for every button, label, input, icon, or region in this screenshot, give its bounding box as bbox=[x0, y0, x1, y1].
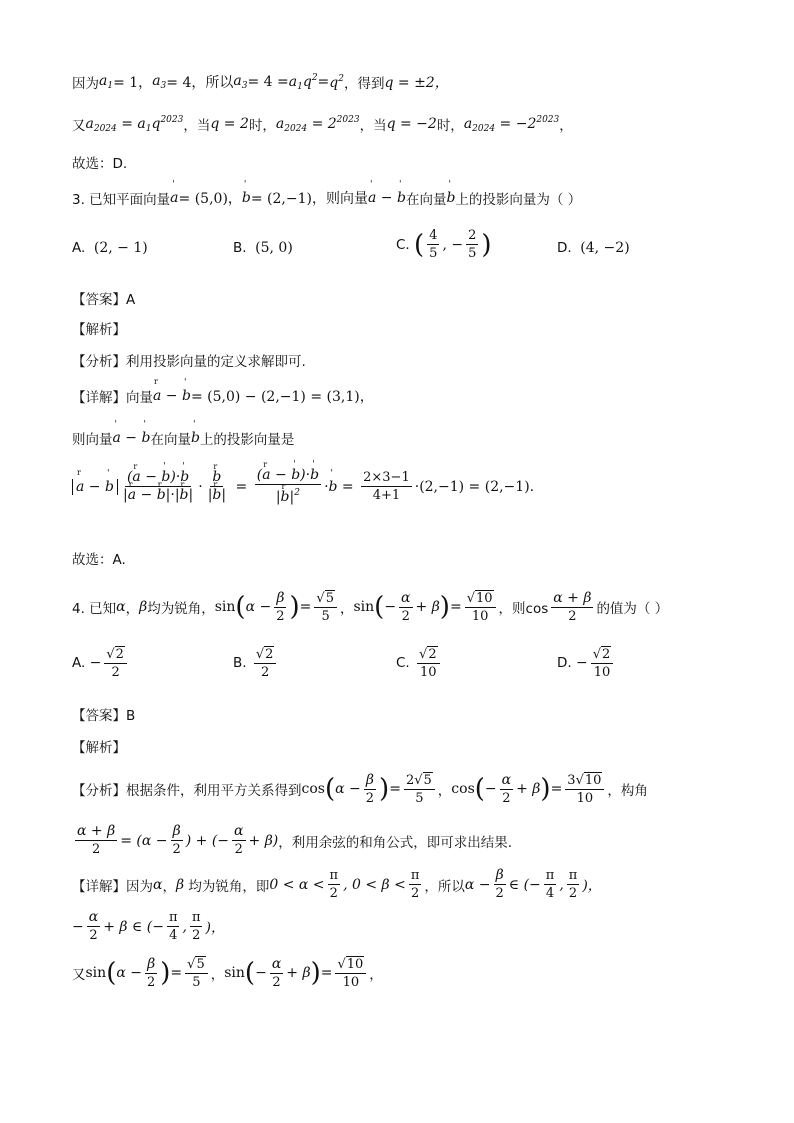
text: 时， bbox=[436, 118, 464, 134]
q3-then bbox=[72, 428, 294, 448]
q4-fenxi: 【分析】根据条件，利用平方关系得到 cos ( α − $\frac{\beta}{2}$ ) = 2√ 5 5 ， cos ( − $\frac{\alpha}{2}$ + β ) = 3√ 10 10 ，构角 bbox=[72, 771, 648, 806]
text: 时， bbox=[248, 118, 276, 134]
text: 均为锐角，即 bbox=[188, 878, 270, 895]
option-label: C. bbox=[396, 236, 410, 253]
vector-b: ' b bbox=[191, 430, 200, 446]
option-label: C. bbox=[396, 655, 410, 671]
text: ， bbox=[125, 601, 140, 617]
text: 又 bbox=[72, 118, 86, 134]
q3-analysis: 【解析】 bbox=[72, 322, 126, 338]
math-q: q = ±2， bbox=[384, 75, 449, 91]
frac-numeric: $\frac{2\times 3-1}{4+1}$ bbox=[363, 470, 410, 503]
q3-fenxi: 【分析】利用投影向量的定义求解即可. bbox=[72, 354, 306, 370]
text: 又 bbox=[72, 967, 86, 983]
math-q2: $q^2$ bbox=[329, 73, 344, 91]
text: ，构角 bbox=[607, 783, 648, 799]
text: 上的投影向量为（ ） bbox=[455, 192, 582, 208]
q4-fenxi-line2: $\frac{\alpha + \beta}{2}$ = (α − $\frac{\beta}{2}$ ) + (− $\frac{\alpha}{2}$ + β) ，利用余弦的和角公式，即可求出结果. bbox=[77, 823, 513, 857]
vector-b: ' b bbox=[446, 190, 455, 206]
math: $a_{2024} = -2^{2023}$ bbox=[463, 114, 560, 134]
text: = 4，所以 bbox=[166, 75, 234, 91]
q4-again: 又 sin ( α − $\frac{\beta}{2}$ ) = √ 5 5 ， sin ( − $\frac{\alpha}{2}$ + β ) = √ 10 10 ， bbox=[72, 955, 383, 990]
option-label: D. bbox=[557, 655, 572, 671]
text: ， bbox=[559, 118, 573, 134]
text: 【分析】根据条件，利用平方关系得到 bbox=[72, 783, 302, 799]
frac-4-5: $\frac{4}{5}$ bbox=[429, 228, 438, 261]
q3-option-c: C. ( $\frac{4}{5}$ , − $\frac{2}{5}$ ) bbox=[396, 228, 492, 261]
q3-xiangjie bbox=[72, 386, 374, 406]
text: ，当 bbox=[183, 118, 211, 134]
text: 3. 已知平面向量 bbox=[72, 192, 171, 208]
q3-stem bbox=[72, 188, 581, 208]
intro-choose: 故选：D. bbox=[72, 156, 128, 172]
vector-a: ' a bbox=[170, 190, 178, 206]
q3-option-b bbox=[233, 240, 293, 256]
math: q = 2 bbox=[210, 116, 249, 132]
text: 因为 bbox=[72, 76, 99, 92]
intro-line-2 bbox=[72, 114, 573, 134]
math-alpha: α bbox=[116, 599, 126, 615]
q3-option-d bbox=[557, 240, 630, 256]
q3-answer: 【答案】A bbox=[72, 292, 136, 308]
frac-unit: r $\frac{b}{\text{|r b|}}$ bbox=[206, 470, 228, 503]
q4-option-c: C. √ 2 10 bbox=[396, 646, 443, 680]
q4-xiangjie: 【详解】因为 α ， β 均为锐角，即 0 < α < $\frac{\pi}{2}$ , 0 < β < $\frac{\pi}{2}$ ，所以 α − $\frac{\beta}{2}$ ∈ (− $\frac{\pi}{4}$ , $\frac{\pi}{2}$ )， bbox=[72, 867, 602, 901]
math-a2024: $a_{2024} = a_1q^{2023}$ bbox=[85, 114, 184, 134]
option-label: A. bbox=[72, 240, 86, 256]
math: $a_{2024} = 2^{2023}$ bbox=[275, 114, 360, 134]
text: 在向量 bbox=[405, 192, 447, 208]
option-label: B. bbox=[233, 655, 247, 671]
text: ，当 bbox=[359, 118, 387, 134]
text: sin bbox=[353, 599, 375, 615]
q4-answer: 【答案】B bbox=[72, 708, 136, 724]
q4-option-b: B. √ 2 2 bbox=[233, 646, 279, 680]
text: = 4 = bbox=[247, 74, 289, 90]
math-a1q2: $a_1q^2$ bbox=[288, 72, 318, 92]
vector-a-minus-b: ' a − ' b bbox=[368, 190, 406, 206]
text: ，得到 bbox=[343, 76, 385, 92]
math-a3: $a_3$ bbox=[152, 73, 167, 91]
text: = 1， bbox=[113, 75, 153, 91]
q3-option-a bbox=[72, 240, 148, 256]
q3-choose: 故选：A. bbox=[72, 552, 126, 568]
text: = (5,0) − (2,−1) = (3,1)， bbox=[190, 389, 374, 405]
frac-simplified: $\frac{\text{(r a − ' b)·' b}}{|r b|^2}$ bbox=[255, 468, 321, 505]
math: q = −2 bbox=[386, 116, 437, 132]
text: 上的投影向量是 bbox=[199, 432, 295, 448]
q4-option-a: A. − √ 2 2 bbox=[72, 646, 130, 680]
frac-2-5: $\frac{2}{5}$ bbox=[468, 228, 477, 261]
q4-option-d: D. − √ 2 10 bbox=[557, 646, 616, 680]
text: (2,−1) = (2,−1). bbox=[419, 478, 535, 495]
q4-range-2: − $\frac{\alpha}{2}$ + β ∈ (− $\frac{\pi}{4}$ , $\frac{\pi}{2}$ )， bbox=[72, 909, 225, 943]
text: ，则cos bbox=[498, 601, 549, 617]
vector-a-minus-b: ' a − ' b bbox=[113, 430, 151, 446]
math-a1: $a_1$ bbox=[99, 73, 114, 91]
option-label: A. bbox=[72, 655, 86, 671]
text: 4. 已知 bbox=[72, 601, 117, 617]
math-norm: r a − ' b bbox=[72, 479, 118, 495]
vector-b: ' b bbox=[242, 190, 251, 206]
option-label: B. bbox=[233, 240, 247, 256]
frac-cos: $\frac{\text{(r a − ' b)·' b}}{\text{|r a − r b|·|r b|}}$ bbox=[121, 470, 195, 503]
q4-stem: 4. 已知 α ， β 均为锐角， sin ( α − $\frac{\beta}{2}$ ) = √ 5 5 ， sin ( − $\frac{\alpha}{2}$ + β ) = √ 10 10 ，则cos $\frac{\alpha + \beta}{2}$ 的值为（ ） bbox=[72, 589, 669, 624]
text: 在向量 bbox=[150, 432, 191, 448]
text: ，所以 bbox=[424, 878, 465, 895]
text: sin bbox=[214, 599, 236, 615]
option-value: (5, 0) bbox=[255, 240, 293, 256]
text: 【详解】因为 bbox=[72, 878, 153, 895]
vector-a-minus-b: r a − ' b bbox=[153, 388, 191, 404]
q4-analysis: 【解析】 bbox=[72, 740, 126, 756]
text: ，利用余弦的和角公式，即可求出结果. bbox=[278, 834, 513, 851]
text: = bbox=[317, 74, 330, 90]
option-value: (4, −2) bbox=[580, 240, 630, 256]
option-value: (2, − 1) bbox=[93, 240, 148, 256]
text: = (2,−1)，则向量 bbox=[250, 191, 368, 207]
q3-projection-formula: r a − ' b $\frac{\text{(r a − ' b)·' b}}{\text{|r a − r b|·|r b|}}$ · r $\frac{b}{\text{|r b|}}$ = $\frac{\text{(r a − ' b)·' b}}{|r b|^2}$ ·' b = $\frac{2\times 3-1}{4+1}$ · (2,−1) = (2,−1). bbox=[72, 468, 534, 505]
text: = (5,0)， bbox=[178, 191, 242, 207]
math-beta: β bbox=[139, 599, 148, 615]
text: 的值为（ ） bbox=[596, 601, 669, 617]
text: 则向量 bbox=[72, 432, 113, 448]
text: 【详解】向量 bbox=[72, 390, 153, 406]
option-label: D. bbox=[557, 240, 572, 256]
text: 均为锐角， bbox=[147, 601, 215, 617]
intro-line-1 bbox=[72, 72, 449, 92]
math-a3b: $a_3$ bbox=[233, 73, 248, 91]
